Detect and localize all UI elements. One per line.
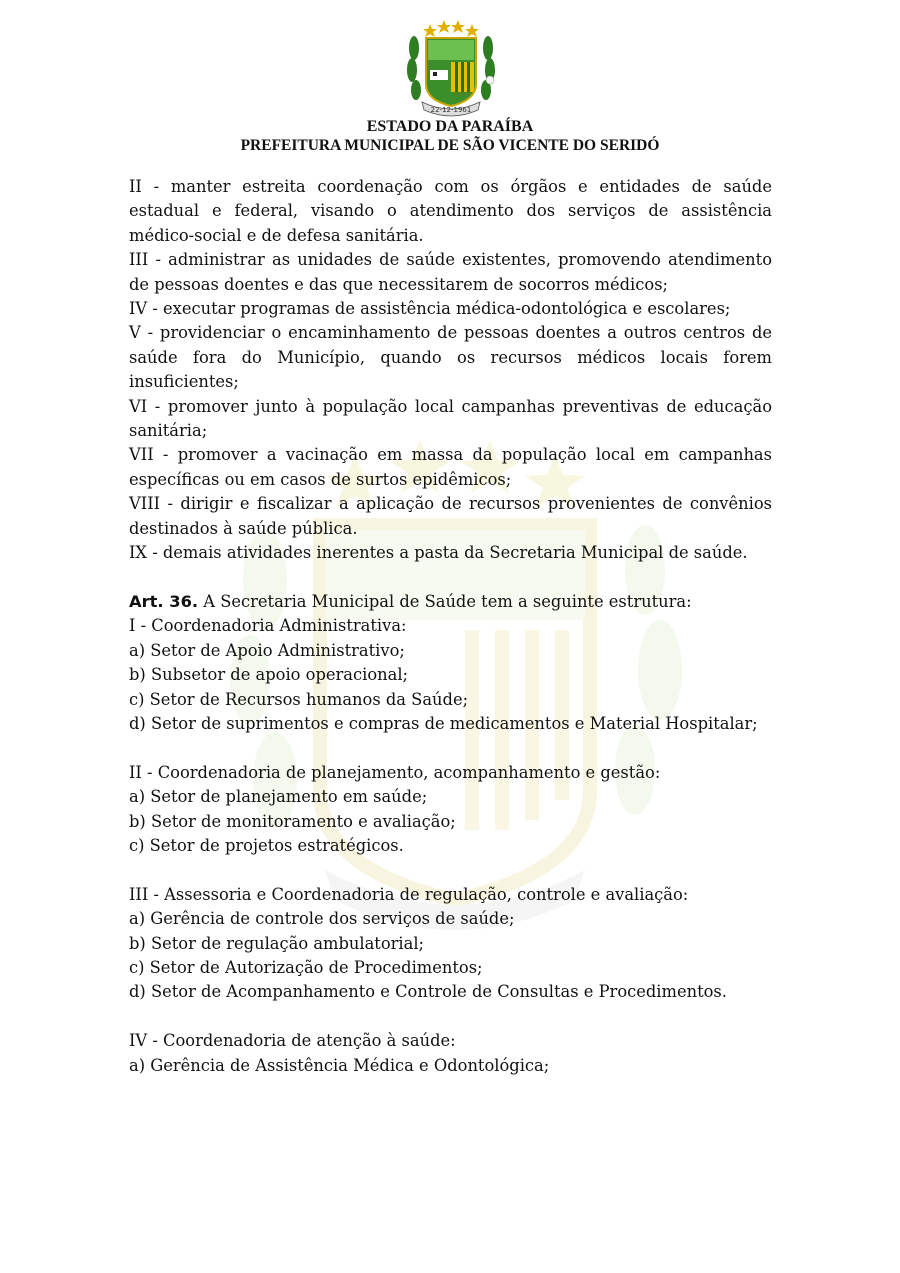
section-3-item-b: b) Setor de regulação ambulatorial; bbox=[129, 933, 425, 953]
section-1-item-d: d) Setor de suprimentos e compras de medicamentos e Material Hospitalar; bbox=[129, 713, 758, 733]
section-3-item-a: a) Gerência de controle dos serviços de saúde; bbox=[129, 909, 515, 929]
item-vii: VII - promover a vacinação em massa da população local em campanhas específicas ou em casos de surtos epidêmicos; bbox=[129, 445, 772, 489]
item-ii: II - manter estreita coordenação com os órgãos e entidades de saúde estadual e federal, visando o atendimento dos serviços de assistência médico-social e de defesa sanitária. bbox=[129, 177, 772, 245]
item-iv: IV - executar programas de assistência médica-odontológica e escolares; bbox=[129, 299, 731, 319]
spacer bbox=[129, 736, 772, 760]
document-body bbox=[129, 175, 772, 1078]
section-3-item-d: d) Setor de Acompanhamento e Controle de Consultas e Procedimentos. bbox=[129, 982, 727, 1002]
item-iii: III - administrar as unidades de saúde existentes, promovendo atendimento de pessoas doentes e das que necessitarem de socorros médicos; bbox=[129, 250, 772, 294]
article-36-text: A Secretaria Municipal de Saúde tem a seguinte estrutura: bbox=[198, 591, 692, 611]
section-2-item-b: b) Setor de monitoramento e avaliação; bbox=[129, 811, 456, 831]
header-prefecture: PREFEITURA MUNICIPAL DE SÃO VICENTE DO SERIDÓ bbox=[240, 137, 660, 154]
section-4-title: IV - Coordenadoria de atenção à saúde: bbox=[129, 1031, 456, 1051]
spacer bbox=[129, 858, 772, 882]
spacer bbox=[129, 566, 772, 590]
section-1-item-a: a) Setor de Apoio Administrativo; bbox=[129, 640, 405, 660]
crest-date: 22-12-1961 bbox=[430, 106, 472, 114]
document-header bbox=[0, 18, 900, 155]
municipal-crest-icon bbox=[400, 18, 500, 118]
item-ix: IX - demais atividades inerentes a pasta da Secretaria Municipal de saúde. bbox=[129, 543, 748, 563]
spacer bbox=[129, 1005, 772, 1029]
article-36 bbox=[129, 590, 772, 614]
section-2-item-a: a) Setor de planejamento em saúde; bbox=[129, 787, 428, 807]
article-36-label: Art. 36. bbox=[129, 591, 199, 611]
section-3-title: III - Assessoria e Coordenadoria de regulação, controle e avaliação: bbox=[129, 884, 689, 904]
section-1-title: I - Coordenadoria Administrativa: bbox=[129, 616, 407, 636]
item-v: V - providenciar o encaminhamento de pessoas doentes a outros centros de saúde fora do Município, quando os recursos médicos locais forem insuficientes; bbox=[129, 323, 772, 392]
section-2-title: II - Coordenadoria de planejamento, acompanhamento e gestão: bbox=[129, 762, 661, 782]
section-3-item-c: c) Setor de Autorização de Procedimentos; bbox=[129, 957, 483, 977]
header-state: ESTADO DA PARAÍBA bbox=[366, 118, 534, 135]
section-4-item-a: a) Gerência de Assistência Médica e Odontológica; bbox=[129, 1055, 550, 1075]
section-1-item-b: b) Subsetor de apoio operacional; bbox=[129, 665, 409, 685]
section-2-item-c: c) Setor de projetos estratégicos. bbox=[129, 835, 404, 855]
item-vi: VI - promover junto à população local campanhas preventivas de educação sanitária; bbox=[129, 396, 772, 441]
section-1-item-c: c) Setor de Recursos humanos da Saúde; bbox=[129, 689, 469, 709]
item-viii: VIII - dirigir e fiscalizar a aplicação de recursos provenientes de convênios destinados à saúde pública. bbox=[129, 494, 772, 538]
